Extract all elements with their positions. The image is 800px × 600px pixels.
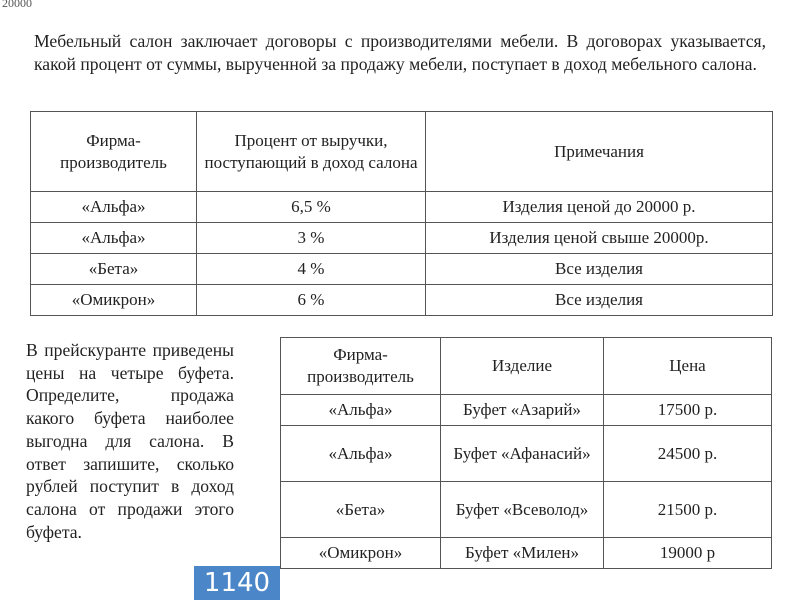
cell-manufacturer: «Альфа» [31,223,197,254]
cell-price: 19000 р [604,538,772,569]
table-header-row [31,112,773,192]
header-price: Цена [604,338,772,395]
cell-manufacturer: «Омикрон» [281,538,441,569]
corner-number: 20000 [2,0,32,10]
cell-percent: 3 % [197,223,426,254]
cell-percent: 6,5 % [197,192,426,223]
table-row [281,482,772,538]
intro-paragraph: Мебельный салон заключает договоры с производителями мебели. В договорах указывается, какой процент от суммы, вырученной за продажу мебели, поступает в доход мебельного салона. [34,31,766,74]
cell-manufacturer: «Альфа» [31,192,197,223]
header-manufacturer: Фирма-производитель [281,338,441,395]
commission-table [30,111,773,316]
question-paragraph: В прейскуранте приведены цены на четыре буфета. Определите, продажа какого буфета наиболее выгодна для салона. В ответ запишите, сколько рублей поступит в доход салона от продажи этого буфета. [26,340,234,542]
cell-price: 24500 р. [604,426,772,482]
table-row [281,538,772,569]
header-manufacturer: Фирма-производитель [31,112,197,192]
table-row [281,395,772,426]
cell-manufacturer: «Бета» [31,254,197,285]
cell-manufacturer: «Бета» [281,482,441,538]
cell-notes: Изделия ценой до 20000 р. [426,192,773,223]
cell-item: Буфет «Азарий» [441,395,604,426]
header-item: Изделие [441,338,604,395]
cell-item: Буфет «Всеволод» [441,482,604,538]
cell-price: 21500 р. [604,482,772,538]
header-percent: Процент от выручки, поступающий в доход салона [197,112,426,192]
cell-item: Буфет «Милен» [441,538,604,569]
table-row [31,285,773,316]
cell-notes: Все изделия [426,285,773,316]
cell-percent: 4 % [197,254,426,285]
table-row [31,254,773,285]
header-notes: Примечания [426,112,773,192]
cell-price: 17500 р. [604,395,772,426]
cell-item: Буфет «Афанасий» [441,426,604,482]
cell-notes: Изделия ценой свыше 20000р. [426,223,773,254]
cell-manufacturer: «Альфа» [281,395,441,426]
table-row [31,223,773,254]
table-row [281,426,772,482]
price-list-table [280,337,772,569]
table-header-row [281,338,772,395]
cell-notes: Все изделия [426,254,773,285]
cell-manufacturer: «Альфа» [281,426,441,482]
answer-badge: 1140 [194,566,280,600]
cell-percent: 6 % [197,285,426,316]
table-row [31,192,773,223]
cell-manufacturer: «Омикрон» [31,285,197,316]
